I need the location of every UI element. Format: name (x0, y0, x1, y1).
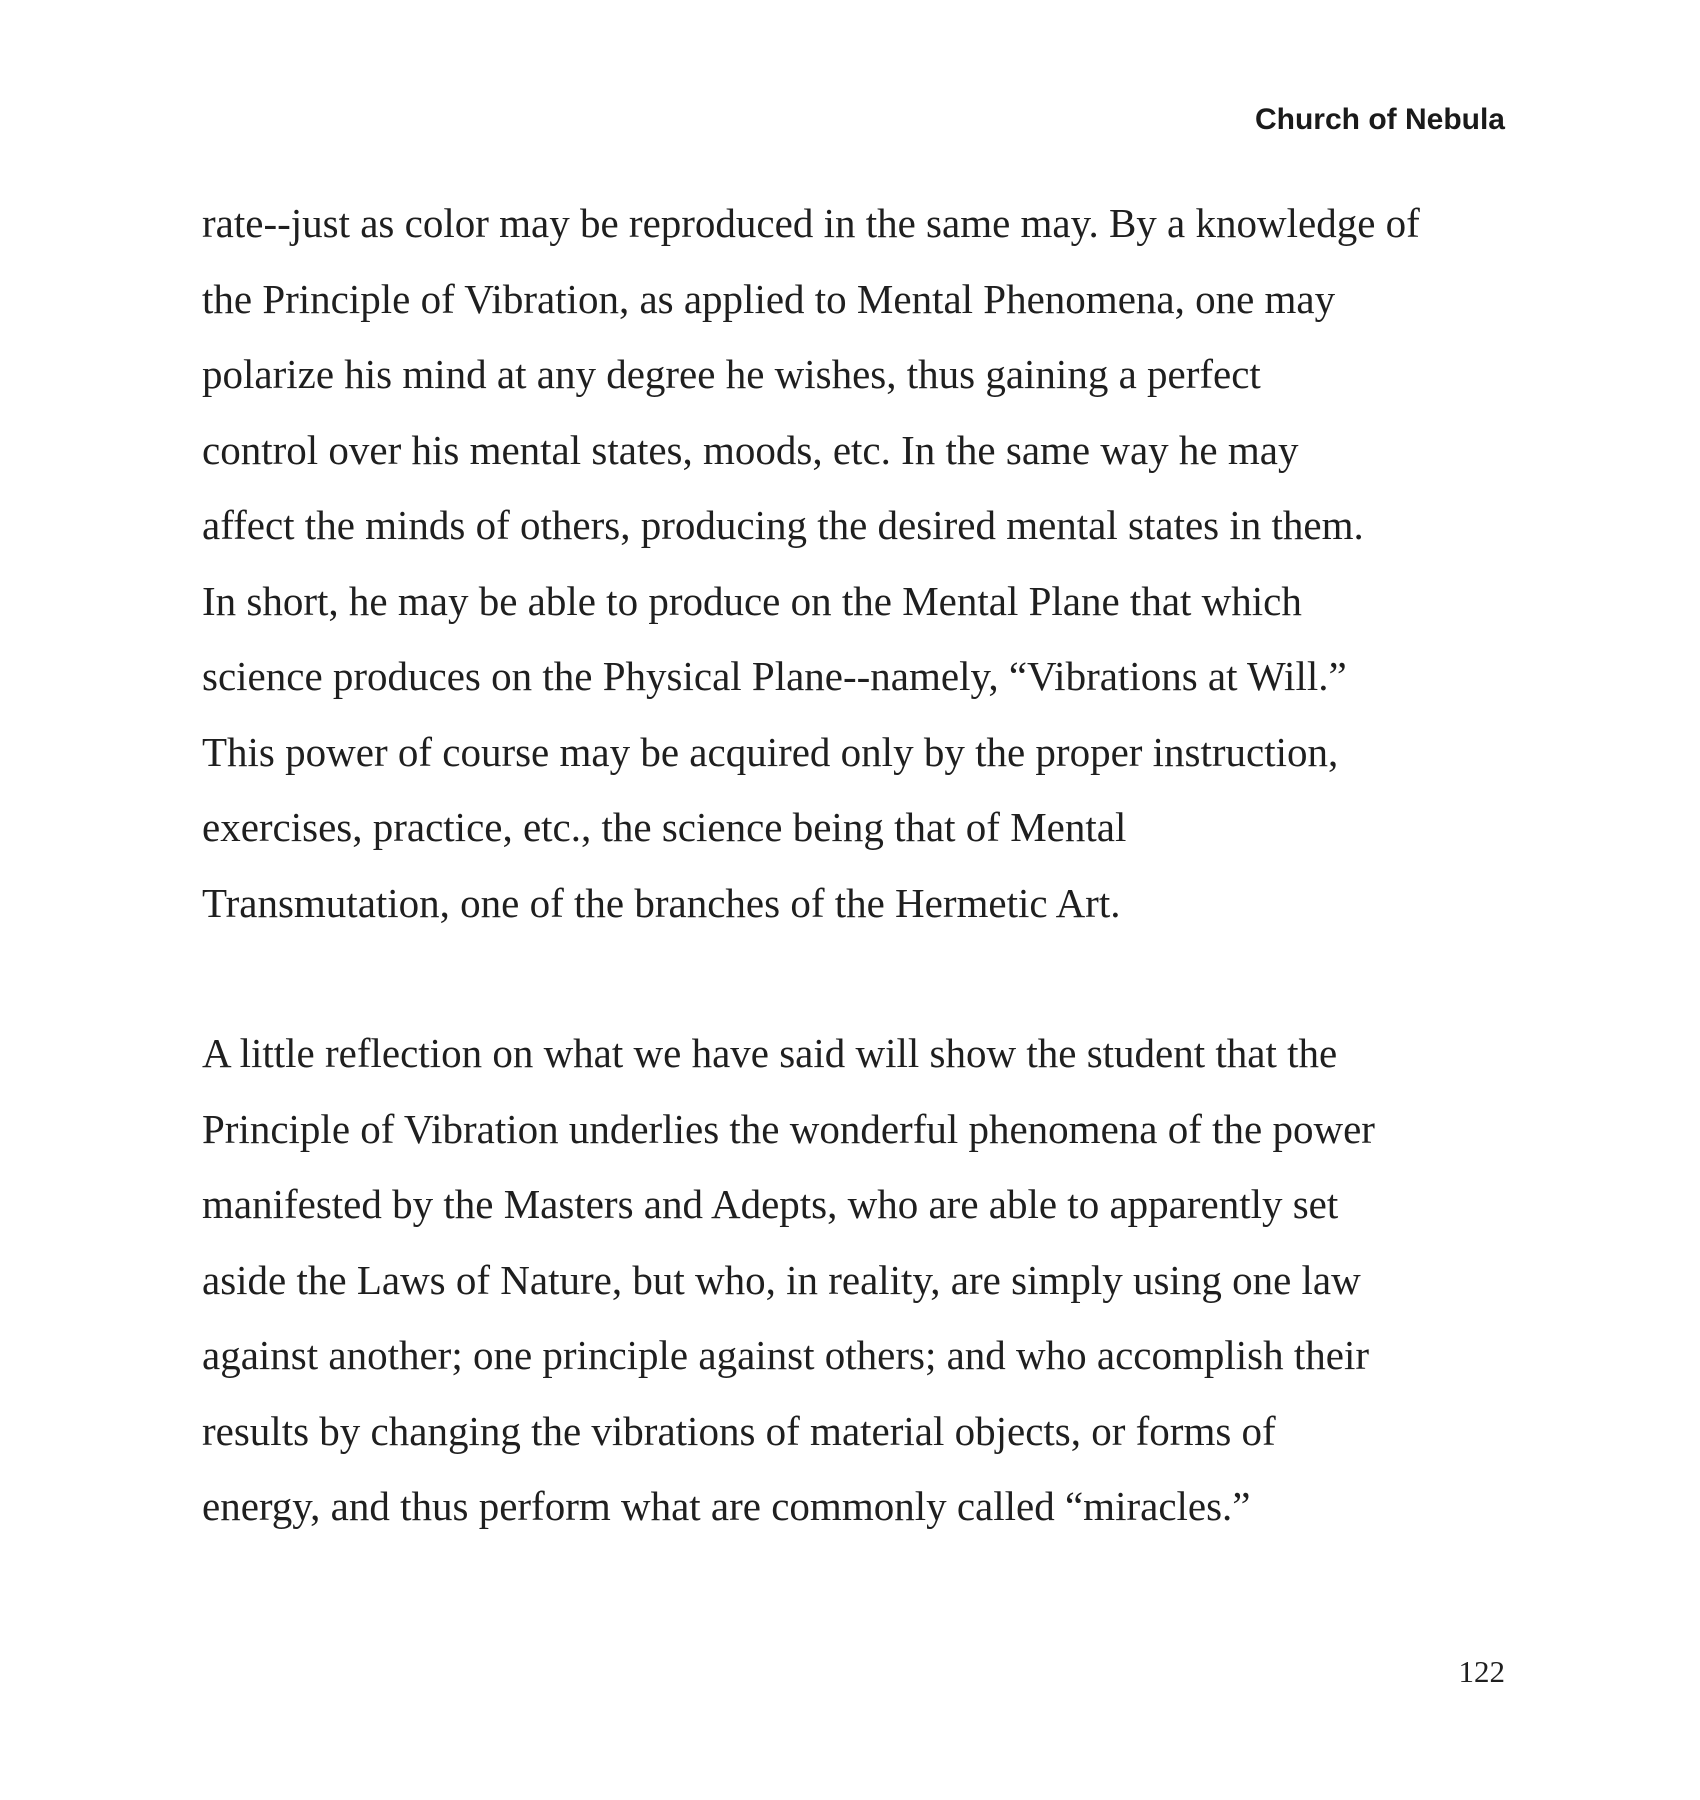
paragraph-2 (202, 1016, 1502, 1545)
text-line: against another; one principle against others; and who accomplish their (202, 1332, 1370, 1378)
text-line: aside the Laws of Nature, but who, in reality, are simply using one law (202, 1256, 1361, 1303)
text-line: exercises, practice, etc., the science being that of Mental (202, 804, 1127, 850)
text-line: affect the minds of others, producing the desired mental states in them. (202, 502, 1364, 548)
page-number: 122 (1458, 1654, 1505, 1689)
text-line: This power of course may be acquired only by the proper instruction, (202, 728, 1339, 775)
text-line: results by changing the vibrations of material objects, or forms of (202, 1407, 1276, 1454)
paragraph-1 (202, 186, 1502, 941)
text-line: Transmutation, one of the branches of the Hermetic Art. (202, 879, 1121, 926)
running-header-title: Church of Nebula (1254, 103, 1505, 136)
text-line: science produces on the Physical Plane--namely, “Vibrations at Will.” (202, 653, 1347, 699)
text-line: A little reflection on what we have said will show the student that the (202, 1030, 1338, 1076)
text-line: polarize his mind at any degree he wishes, thus gaining a perfect (202, 351, 1261, 397)
text-line: In short, he may be able to produce on the Mental Plane that which (202, 577, 1302, 624)
text-line: rate--just as color may be reproduced in the same may. By a knowledge of (202, 200, 1420, 246)
text-line: Principle of Vibration underlies the wonderful phenomena of the power (202, 1105, 1375, 1152)
text-line: energy, and thus perform what are commonly called “miracles.” (202, 1483, 1251, 1529)
text-line: control over his mental states, moods, etc. In the same way he may (202, 426, 1299, 473)
text-line: manifested by the Masters and Adepts, who are able to apparently set (202, 1181, 1339, 1227)
text-line: the Principle of Vibration, as applied to Mental Phenomena, one may (202, 275, 1336, 322)
